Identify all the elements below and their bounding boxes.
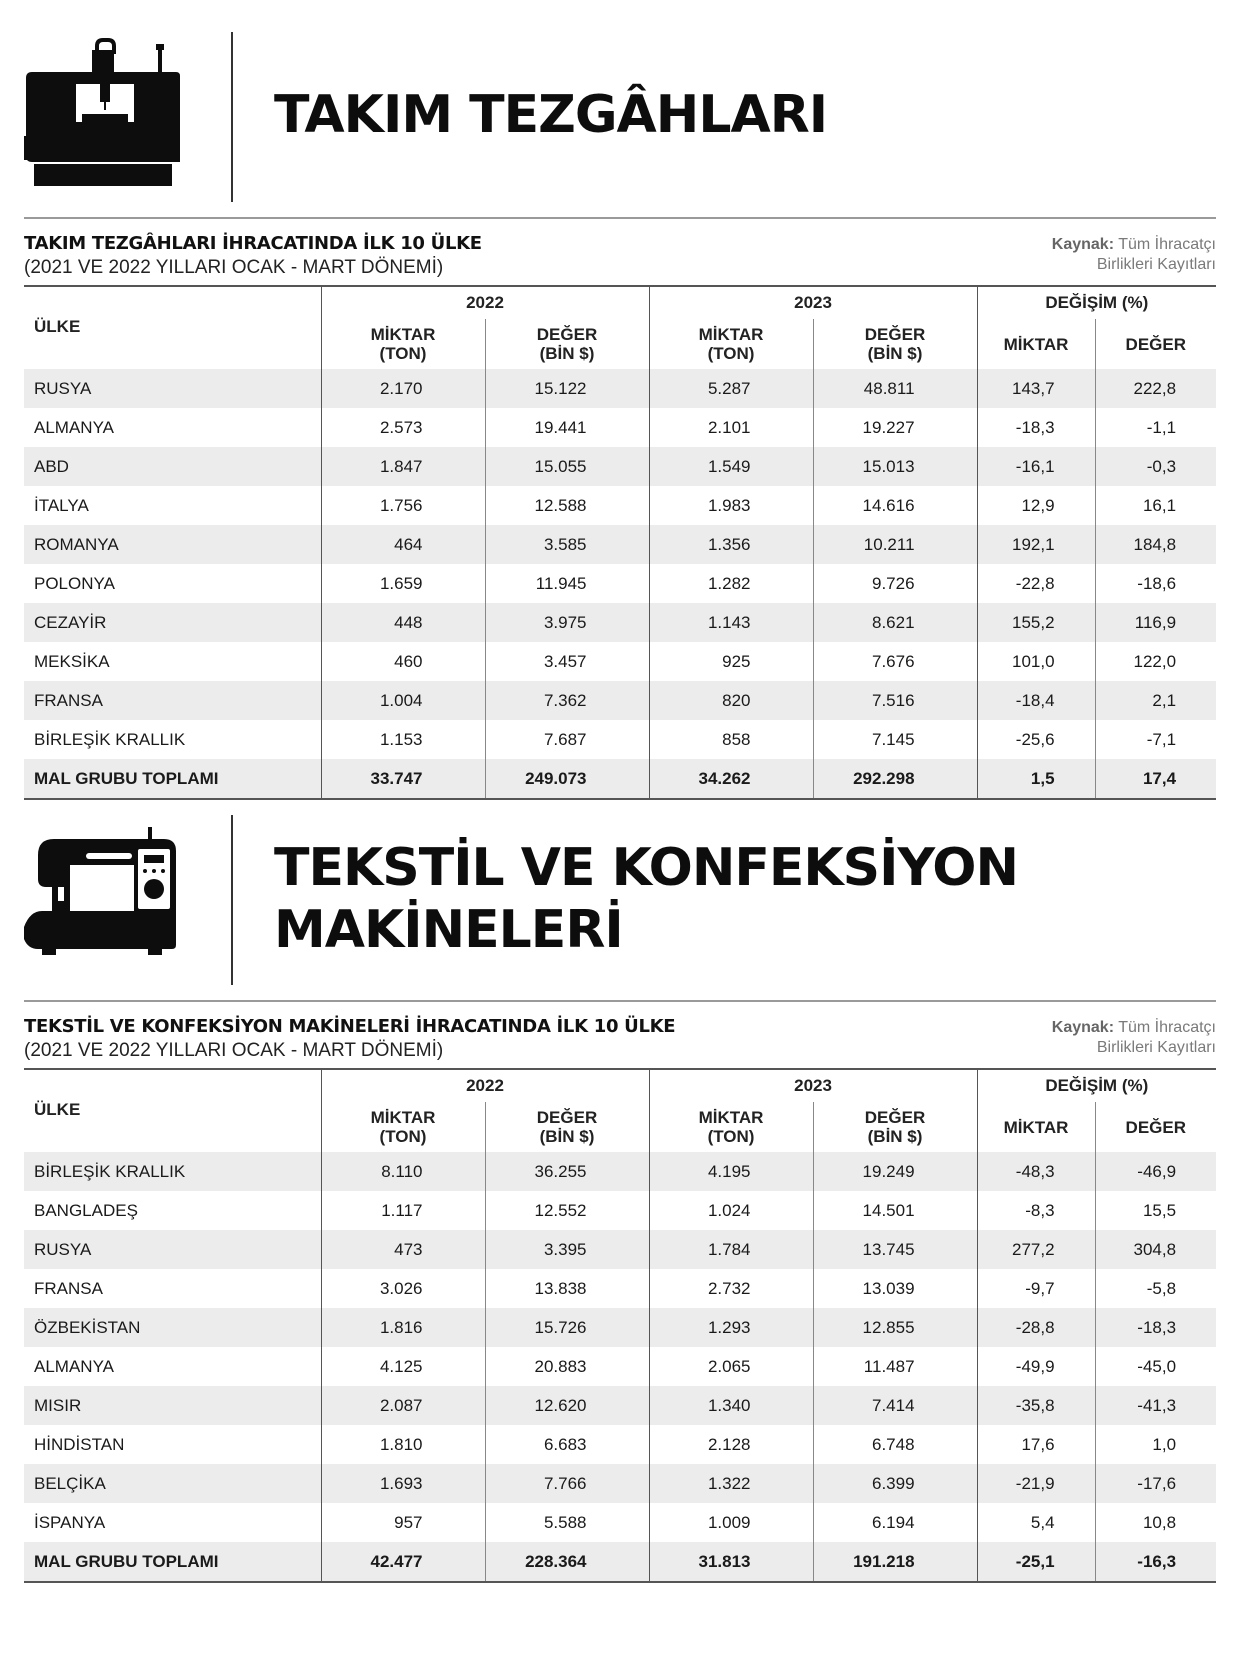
cell-country: BELÇİKA — [24, 1464, 321, 1503]
cell-change-qty: -22,8 — [977, 564, 1095, 603]
cell-qty-2023: 2.732 — [649, 1269, 813, 1308]
cell-country: CEZAYİR — [24, 603, 321, 642]
cell-qty-2022: 460 — [321, 642, 485, 681]
cnc-machine-icon — [24, 32, 204, 202]
cell-value-2022: 20.883 — [485, 1347, 649, 1386]
cell-value-2023: 15.013 — [813, 447, 977, 486]
cell-qty-2022: 1.756 — [321, 486, 485, 525]
cell-value-2023: 7.145 — [813, 720, 977, 759]
cell-value-2023: 10.211 — [813, 525, 977, 564]
cell-qty-2023: 1.983 — [649, 486, 813, 525]
cell-qty-2022: 2.170 — [321, 369, 485, 408]
cell-value-2022: 11.945 — [485, 564, 649, 603]
cell-value-2022: 6.683 — [485, 1425, 649, 1464]
cell-value-2022: 228.364 — [485, 1542, 649, 1582]
cell-qty-2022: 1.004 — [321, 681, 485, 720]
cell-qty-2023: 31.813 — [649, 1542, 813, 1582]
cell-change-value: -45,0 — [1095, 1347, 1216, 1386]
cell-country: MEKSİKA — [34, 651, 110, 671]
cell-qty-2023: 1.009 — [649, 1503, 813, 1542]
cell-qty-2022: 1.153 — [321, 720, 485, 759]
cell-qty-2022: 42.477 — [321, 1542, 485, 1582]
cell-value-2022: 5.588 — [485, 1503, 649, 1542]
cell-change-qty: -16,1 — [977, 447, 1095, 486]
cell-value-2023: 11.487 — [813, 1347, 977, 1386]
col-header-qty: MİKTAR (TON) — [649, 319, 813, 369]
cell-country: ALMANYA — [34, 417, 114, 437]
cell-change-qty: -9,7 — [977, 1269, 1095, 1308]
cell-change-value: 184,8 — [1095, 525, 1216, 564]
cell-change-value: 15,5 — [1095, 1191, 1216, 1230]
cell-value-2022: 13.838 — [485, 1269, 649, 1308]
cell-value-2023: 7.676 — [813, 642, 977, 681]
section-header — [24, 815, 1216, 985]
cell-country: BİRLEŞİK KRALLIK — [24, 1152, 321, 1191]
cell-change-qty: -49,9 — [977, 1347, 1095, 1386]
cell-qty-2023: 1.549 — [649, 447, 813, 486]
cell-country: BANGLADEŞ — [34, 1200, 138, 1220]
cell-value-2023: 6.748 — [813, 1425, 977, 1464]
cell-qty-2023: 1.024 — [649, 1191, 813, 1230]
cell-value-2022: 12.620 — [485, 1386, 649, 1425]
col-header-year-2023: 2023 — [649, 1069, 977, 1102]
cell-change-value: -46,9 — [1095, 1152, 1216, 1191]
cell-country: MISIR — [24, 1386, 321, 1425]
source-label: Kaynak: — [1051, 236, 1115, 253]
cell-qty-2022: 448 — [321, 603, 485, 642]
cell-value-2023: 7.414 — [813, 1386, 977, 1425]
sewing-machine-icon — [24, 815, 204, 985]
cell-change-qty: 1,5 — [977, 759, 1095, 799]
cell-value-2022: 15.055 — [485, 447, 649, 486]
cell-change-value: 16,1 — [1095, 486, 1216, 525]
col-header-change: DEĞİŞİM (%) — [977, 1069, 1216, 1102]
col-header-year-2022: 2022 — [321, 1069, 649, 1102]
cell-change-qty: 101,0 — [977, 642, 1095, 681]
cell-country: FRANSA — [24, 681, 321, 720]
cell-qty-2022: 1.816 — [321, 1308, 485, 1347]
cell-change-qty: -35,8 — [977, 1386, 1095, 1425]
cell-value-2022: 12.588 — [485, 486, 649, 525]
cell-value-2023: 13.745 — [813, 1230, 977, 1269]
cell-change-value: 122,0 — [1095, 642, 1216, 681]
cell-qty-2023: 925 — [649, 642, 813, 681]
cell-value-2023: 48.811 — [813, 369, 977, 408]
cell-qty-2022: 3.026 — [321, 1269, 485, 1308]
cell-value-2022: 3.457 — [485, 642, 649, 681]
col-header-country: ÜLKE — [34, 317, 81, 336]
col-header-change-qty: MİKTAR — [977, 319, 1095, 369]
page-title — [274, 84, 827, 146]
cell-change-qty: 143,7 — [977, 369, 1095, 408]
col-header-value: DEĞER (BİN $) — [485, 1102, 649, 1152]
cell-value-2023: 14.501 — [813, 1191, 977, 1230]
cell-country: İSPANYA — [34, 1512, 106, 1532]
divider — [231, 815, 233, 985]
cell-qty-2022: 464 — [321, 525, 485, 564]
cell-country: ÖZBEKİSTAN — [24, 1308, 321, 1347]
cell-value-2023: 8.621 — [813, 603, 977, 642]
table-total-row — [24, 1542, 1216, 1582]
cell-change-value: 116,9 — [1095, 603, 1216, 642]
source-line-2: Birlikleri Kayıtları — [1096, 1039, 1216, 1056]
cell-qty-2023: 1.340 — [649, 1386, 813, 1425]
cell-value-2022: 3.975 — [485, 603, 649, 642]
cell-country: MAL GRUBU TOPLAMI — [24, 759, 321, 799]
cell-change-value: 17,4 — [1095, 759, 1216, 799]
cell-change-value: -41,3 — [1095, 1386, 1216, 1425]
cell-change-value: 10,8 — [1095, 1503, 1216, 1542]
table-row — [24, 720, 1216, 759]
export-table — [24, 1068, 1216, 1583]
table-row — [24, 1152, 1216, 1191]
cell-country: POLONYA — [34, 573, 115, 593]
col-header-value: DEĞER (BİN $) — [813, 1102, 977, 1152]
table-row — [24, 1269, 1216, 1308]
cell-change-qty: 192,1 — [977, 525, 1095, 564]
cell-change-value: 304,8 — [1095, 1230, 1216, 1269]
cell-country: İTALYA — [34, 495, 89, 515]
cell-change-qty: 17,6 — [977, 1425, 1095, 1464]
table-row — [24, 1191, 1216, 1230]
cell-qty-2022: 1.847 — [321, 447, 485, 486]
col-header-year-2023: 2023 — [649, 286, 977, 319]
export-table — [24, 285, 1216, 800]
cell-change-qty: -21,9 — [977, 1464, 1095, 1503]
cell-qty-2023: 1.356 — [649, 525, 813, 564]
col-header-qty: MİKTAR (TON) — [321, 319, 485, 369]
source-note — [1052, 235, 1216, 275]
table-row — [24, 525, 1216, 564]
col-header-change-value: DEĞER — [1095, 319, 1216, 369]
cell-value-2022: 3.395 — [485, 1230, 649, 1269]
table-row — [24, 1230, 1216, 1269]
table-row — [24, 408, 1216, 447]
cell-qty-2023: 820 — [649, 681, 813, 720]
table-row — [24, 486, 1216, 525]
col-header-country: ÜLKE — [34, 1100, 81, 1119]
table-period: (2021 VE 2022 YILLARI OCAK - MART DÖNEMİ) — [24, 257, 444, 278]
cell-value-2023: 7.516 — [813, 681, 977, 720]
table-row — [24, 564, 1216, 603]
cell-value-2023: 6.194 — [813, 1503, 977, 1542]
cell-qty-2023: 2.065 — [649, 1347, 813, 1386]
table-title: TAKIM TEZGÂHLARI İHRACATINDA İLK 10 ÜLKE — [24, 233, 482, 254]
cell-value-2023: 19.249 — [813, 1152, 977, 1191]
col-header-qty: MİKTAR (TON) — [321, 1102, 485, 1152]
source-line-2: Birlikleri Kayıtları — [1096, 256, 1216, 273]
table-header-block — [24, 1000, 1216, 1074]
cell-value-2022: 7.687 — [485, 720, 649, 759]
cell-value-2023: 292.298 — [813, 759, 977, 799]
col-header-change-qty: MİKTAR — [977, 1102, 1095, 1152]
cell-qty-2023: 1.282 — [649, 564, 813, 603]
cell-value-2022: 7.362 — [485, 681, 649, 720]
cell-change-qty: -48,3 — [977, 1152, 1095, 1191]
cell-change-value: -0,3 — [1095, 447, 1216, 486]
cell-qty-2023: 4.195 — [649, 1152, 813, 1191]
cell-change-value: -17,6 — [1095, 1464, 1216, 1503]
title-line: MAKİNELERİ — [274, 900, 623, 960]
cell-change-qty: -25,1 — [977, 1542, 1095, 1582]
cell-country: HİNDİSTAN — [34, 1434, 125, 1454]
cell-change-value: -16,3 — [1095, 1542, 1216, 1582]
table-row — [24, 447, 1216, 486]
cell-qty-2022: 1.693 — [321, 1464, 485, 1503]
cell-change-qty: 155,2 — [977, 603, 1095, 642]
divider — [231, 32, 233, 202]
cell-qty-2022: 1.659 — [321, 564, 485, 603]
cell-change-qty: -18,3 — [977, 408, 1095, 447]
cell-country: FRANSA — [34, 1278, 103, 1298]
col-header-change-value: DEĞER — [1095, 1102, 1216, 1152]
section-header — [24, 32, 1216, 202]
cell-value-2023: 13.039 — [813, 1269, 977, 1308]
col-header-year-2022: 2022 — [321, 286, 649, 319]
cell-value-2022: 36.255 — [485, 1152, 649, 1191]
cell-country: RUSYA — [24, 1230, 321, 1269]
cell-value-2023: 6.399 — [813, 1464, 977, 1503]
cell-value-2022: 3.585 — [485, 525, 649, 564]
cell-change-value: -18,3 — [1095, 1308, 1216, 1347]
cell-value-2022: 15.726 — [485, 1308, 649, 1347]
cell-change-qty: -28,8 — [977, 1308, 1095, 1347]
cell-qty-2023: 858 — [649, 720, 813, 759]
cell-change-qty: -18,4 — [977, 681, 1095, 720]
source-line-1: Tüm İhracatçı — [1118, 1019, 1216, 1036]
table-row — [24, 1308, 1216, 1347]
cell-value-2023: 14.616 — [813, 486, 977, 525]
cell-change-qty: 12,9 — [977, 486, 1095, 525]
cell-qty-2022: 2.087 — [321, 1386, 485, 1425]
cell-value-2023: 12.855 — [813, 1308, 977, 1347]
cell-change-value: 1,0 — [1095, 1425, 1216, 1464]
cell-change-value: -5,8 — [1095, 1269, 1216, 1308]
cell-value-2023: 191.218 — [813, 1542, 977, 1582]
cell-qty-2023: 1.784 — [649, 1230, 813, 1269]
col-header-value: DEĞER (BİN $) — [485, 319, 649, 369]
table-total-row — [24, 759, 1216, 799]
cell-qty-2023: 1.143 — [649, 603, 813, 642]
table-row — [24, 1425, 1216, 1464]
cell-change-qty: -8,3 — [977, 1191, 1095, 1230]
cell-qty-2023: 2.128 — [649, 1425, 813, 1464]
source-label: Kaynak: — [1051, 1019, 1115, 1036]
cell-qty-2022: 33.747 — [321, 759, 485, 799]
cell-change-value: 222,8 — [1095, 369, 1216, 408]
cell-qty-2023: 34.262 — [649, 759, 813, 799]
table-row — [24, 1464, 1216, 1503]
cell-country: ROMANYA — [24, 525, 321, 564]
cell-country: RUSYA — [24, 369, 321, 408]
cell-country: ABD — [24, 447, 321, 486]
cell-change-value: 2,1 — [1095, 681, 1216, 720]
cell-qty-2022: 4.125 — [321, 1347, 485, 1386]
cell-change-qty: 277,2 — [977, 1230, 1095, 1269]
table-title: TEKSTİL VE KONFEKSİYON MAKİNELERİ İHRACATINDA İLK 10 ÜLKE — [24, 1016, 676, 1037]
cell-qty-2022: 2.573 — [321, 408, 485, 447]
cell-qty-2022: 957 — [321, 1503, 485, 1542]
cell-qty-2023: 2.101 — [649, 408, 813, 447]
cell-value-2022: 15.122 — [485, 369, 649, 408]
col-header-qty: MİKTAR (TON) — [649, 1102, 813, 1152]
title-line: TEKSTİL VE KONFEKSİYON — [274, 838, 1019, 898]
source-note — [1052, 1018, 1216, 1058]
cell-qty-2022: 473 — [321, 1230, 485, 1269]
table-row — [24, 681, 1216, 720]
table-row — [24, 369, 1216, 408]
cell-change-qty: 5,4 — [977, 1503, 1095, 1542]
cell-change-value: -7,1 — [1095, 720, 1216, 759]
cell-value-2022: 7.766 — [485, 1464, 649, 1503]
cell-country: ALMANYA — [34, 1356, 114, 1376]
col-header-change: DEĞİŞİM (%) — [977, 286, 1216, 319]
cell-country: MAL GRUBU TOPLAMI — [24, 1542, 321, 1582]
cell-value-2022: 249.073 — [485, 759, 649, 799]
cell-qty-2023: 5.287 — [649, 369, 813, 408]
cell-value-2022: 19.441 — [485, 408, 649, 447]
cell-qty-2023: 1.322 — [649, 1464, 813, 1503]
cell-value-2022: 12.552 — [485, 1191, 649, 1230]
cell-country: BİRLEŞİK KRALLIK — [34, 729, 186, 749]
col-header-value: DEĞER (BİN $) — [813, 319, 977, 369]
cell-qty-2022: 1.117 — [321, 1191, 485, 1230]
title-line: TAKIM TEZGÂHLARI — [274, 85, 828, 145]
cell-qty-2023: 1.293 — [649, 1308, 813, 1347]
cell-change-qty: -25,6 — [977, 720, 1095, 759]
table-row — [24, 642, 1216, 681]
cell-qty-2022: 8.110 — [321, 1152, 485, 1191]
page-title — [274, 837, 1018, 961]
cell-change-value: -18,6 — [1095, 564, 1216, 603]
cell-qty-2022: 1.810 — [321, 1425, 485, 1464]
table-period: (2021 VE 2022 YILLARI OCAK - MART DÖNEMİ) — [24, 1040, 444, 1061]
table-header-block — [24, 217, 1216, 291]
source-line-1: Tüm İhracatçı — [1118, 236, 1216, 253]
table-row — [24, 1503, 1216, 1542]
table-row — [24, 1347, 1216, 1386]
cell-value-2023: 19.227 — [813, 408, 977, 447]
table-row — [24, 603, 1216, 642]
cell-change-value: -1,1 — [1095, 408, 1216, 447]
cell-value-2023: 9.726 — [813, 564, 977, 603]
table-row — [24, 1386, 1216, 1425]
